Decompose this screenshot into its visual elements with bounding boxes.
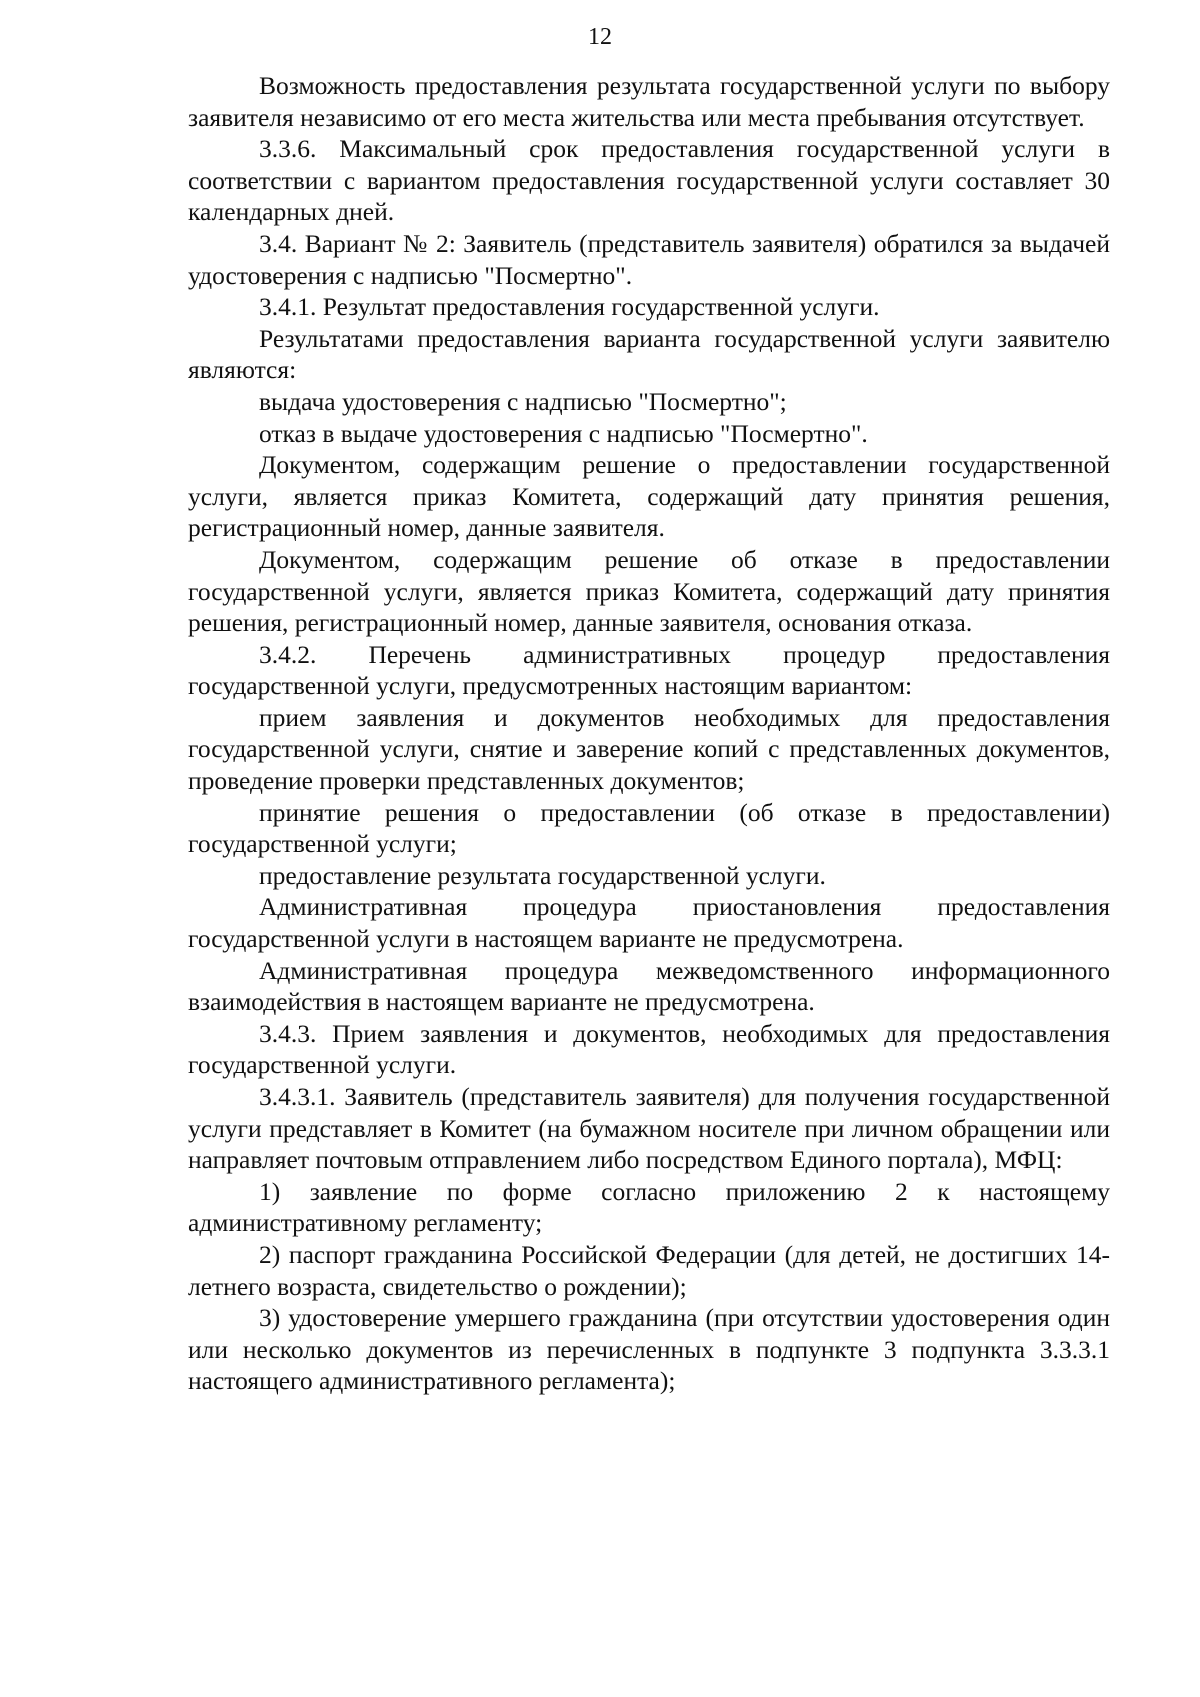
paragraph-3-4-variant-2: 3.4. Вариант № 2: Заявитель (представитель заявителя) обратился за выдачей удостоверения с надписью "Посмертно". bbox=[188, 228, 1110, 290]
paragraph-3-4-1-heading: 3.4.1. Результат предоставления государственной услуги. bbox=[259, 292, 880, 322]
paragraph-3-4-3-reception: 3.4.3. Прием заявления и документов, необходимых для предоставления государственной услуги. bbox=[188, 1018, 1110, 1080]
paragraph-decision-document: Документом, содержащим решение о предоставлении государственной услуги, является приказ Комитета, содержащий дату принятия решения, регистрационный номер, данные заявителя. bbox=[188, 450, 1110, 543]
paragraph-procedure-result: предоставление результата государственной услуги. bbox=[259, 860, 826, 890]
paragraph-results-intro: Результатами предоставления варианта государственной услуги заявителю являются: bbox=[188, 323, 1110, 385]
paragraph-3-4-2-procedures: 3.4.2. Перечень административных процедур предоставления государственной услуги, предусмотренных настоящим вариантом: bbox=[188, 639, 1110, 701]
paragraph-interagency-not-provided: Административная процедура межведомственного информационного взаимодействия в настоящем варианте не предусмотрена. bbox=[188, 955, 1110, 1017]
paragraph-3-3-6-max-term: 3.3.6. Максимальный срок предоставления государственной услуги в соответствии с вариантом предоставления государственной услуги составляет 30 календарных дней. bbox=[188, 134, 1110, 227]
paragraph-result-refusal: отказ в выдаче удостоверения с надписью "Посмертно". bbox=[259, 418, 868, 448]
page-number: 12 bbox=[588, 24, 612, 50]
paragraph-3-4-3-1-applicant: 3.4.3.1. Заявитель (представитель заявителя) для получения государственной услуги представляет в Комитет (на бумажном носителе при личном обращении или направляет почтовым отправлением либо посредством Единого портала), МФЦ: bbox=[188, 1082, 1110, 1175]
paragraph-procedure-decision: принятие решения о предоставлении (об отказе в предоставлении) государственной услуги; bbox=[188, 797, 1110, 859]
paragraph-item-3-certificate: 3) удостоверение умершего гражданина (при отсутствии удостоверения один или несколько документов из перечисленных в подпункте 3 подпункта 3.3.3.1 настоящего административного регламента); bbox=[188, 1303, 1110, 1396]
paragraph-procedure-reception: прием заявления и документов необходимых для предоставления государственной услуги, снятие и заверение копий с представленных документов, проведение проверки представленных документов; bbox=[188, 702, 1110, 796]
paragraph-result-location: Возможность предоставления результата государственной услуги по выбору заявителя независимо от его места жительства или места пребывания отсутствует. bbox=[188, 71, 1110, 132]
paragraph-result-issue: выдача удостоверения с надписью "Посмертно"; bbox=[259, 386, 787, 416]
paragraph-suspension-not-provided: Административная процедура приостановления предоставления государственной услуги в настоящем варианте не предусмотрена. bbox=[188, 892, 1110, 954]
paragraph-refusal-document: Документом, содержащим решение об отказе в предоставлении государственной услуги, является приказ Комитета, содержащий дату принятия решения, регистрационный номер, данные заявителя, основания отказа. bbox=[188, 544, 1110, 638]
document-body bbox=[188, 70, 1110, 1397]
paragraph-item-2-passport: 2) паспорт гражданина Российской Федерации (для детей, не достигших 14-летнего возраста, свидетельство о рождении); bbox=[188, 1239, 1110, 1301]
paragraph-item-1-application: 1) заявление по форме согласно приложению 2 к настоящему административному регламенту; bbox=[188, 1176, 1110, 1238]
